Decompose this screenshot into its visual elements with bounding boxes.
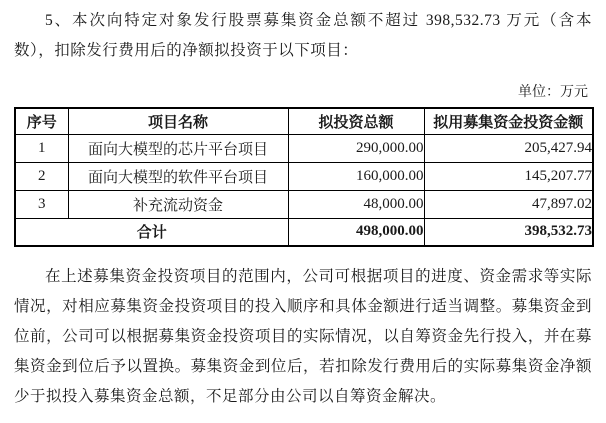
table-row (15, 134, 593, 162)
header-project-name: 项目名称 (68, 108, 288, 134)
row-total-investment: 48,000.00 (288, 190, 424, 218)
table-header-row (15, 108, 593, 134)
row-no: 1 (15, 134, 68, 162)
row-no: 3 (15, 190, 68, 218)
table-row (15, 162, 593, 190)
row-raised-funds: 205,427.94 (424, 134, 593, 162)
table-row (15, 190, 593, 218)
header-no: 序号 (15, 108, 68, 134)
total-label: 合计 (15, 218, 288, 246)
body-paragraph: 在上述募集资金投资项目的范围内，公司可根据项目的进度、资金需求等实际情况，对相应募集资金投资项目的投入顺序和具体金额进行适当调整。募集资金到位前，公司可以根据募集资金投资项目的实际情况，以自筹资金先行投入，并在募集资金到位后予以置换。募集资金到位后，若扣除发行费用后的实际募集资金净额少于拟投入募集资金总额，不足部分由公司以自筹资金解决。 (14, 268, 592, 405)
row-raised-funds: 145,207.77 (424, 162, 593, 190)
header-total-investment: 拟投资总额 (288, 108, 424, 134)
header-raised-funds: 拟用募集资金投资金额 (424, 108, 593, 134)
row-no: 2 (15, 162, 68, 190)
row-raised-funds: 47,897.02 (424, 190, 593, 218)
table-total-row (15, 218, 593, 246)
total-investment-sum: 498,000.00 (288, 218, 424, 246)
row-project-name: 面向大模型的软件平台项目 (68, 162, 288, 190)
row-total-investment: 290,000.00 (288, 134, 424, 162)
total-raised-sum: 398,532.73 (424, 218, 593, 246)
investment-table (14, 107, 594, 247)
row-project-name: 面向大模型的芯片平台项目 (68, 134, 288, 162)
row-project-name: 补充流动资金 (68, 190, 288, 218)
row-total-investment: 160,000.00 (288, 162, 424, 190)
unit-label: 单位：万元 (518, 85, 588, 100)
intro-paragraph: 5、本次向特定对象发行股票募集资金总额不超过 398,532.73 万元（含本数），扣除发行费用后的净额拟投资于以下项目： (14, 12, 592, 59)
